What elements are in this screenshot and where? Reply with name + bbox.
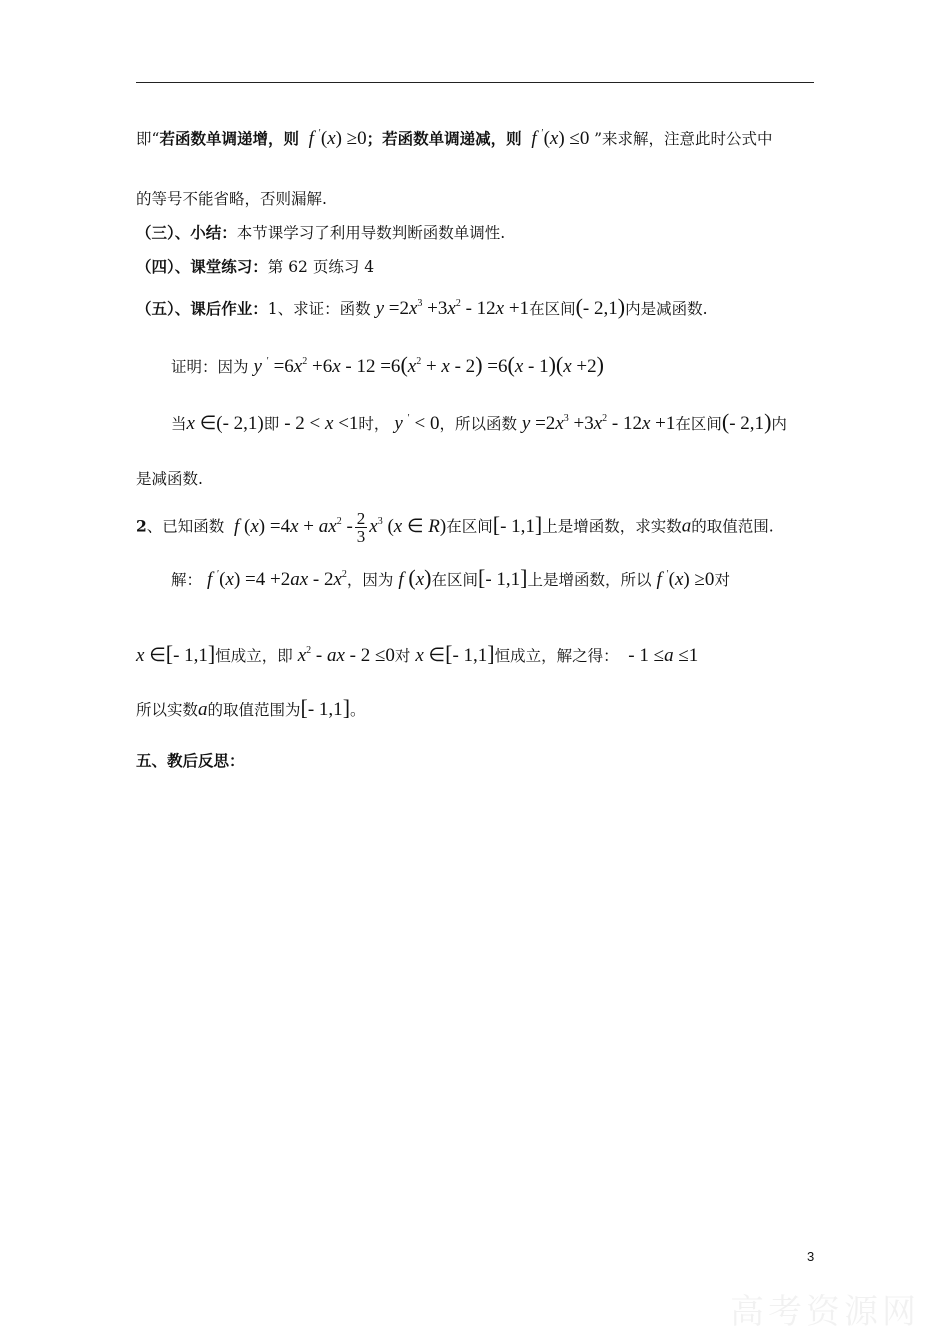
proof-conclusion-line [171, 411, 787, 435]
formula-x-in-closed-2: x ∈[- 1,1] [415, 641, 495, 666]
variable-a-2: a [198, 699, 208, 720]
question-2 [136, 510, 774, 545]
homework-text3: 内是减函数. [625, 300, 708, 318]
practice-text: 第 62 页练习 4 [267, 258, 375, 276]
formula-closed-interval: [- 1,1] [492, 511, 543, 537]
when-t3: 时， [358, 415, 390, 433]
header-rule [136, 82, 814, 83]
formula-fx: f $(x) =4x + ax^2$ - [234, 515, 353, 537]
proof-label: 证明：因为 [171, 358, 249, 376]
formula-closed-interval-2: [- 1,1] [478, 565, 528, 590]
watermark: 高考资源网 [730, 1292, 920, 1332]
homework-label: （五）、课后作业： [136, 299, 268, 318]
paragraph-note: 的等号不能省略，否则漏解. [136, 190, 327, 208]
condition-line [136, 643, 698, 667]
frac-denominator: 3 [356, 527, 366, 546]
bold-increasing: 若函数单调递增，则 [159, 129, 299, 148]
formula-x-in-closed: x ∈[- 1,1] [136, 641, 216, 666]
cond-t1: 恒成立，即 [215, 647, 293, 665]
q2-text2: 在区间 [446, 517, 493, 536]
formula-interval-2: (- 2,1) [721, 409, 772, 434]
formula-f: f (x) [398, 565, 432, 590]
formula-fx-tail: $x^3$ (x ∈ R) [369, 515, 447, 537]
when-t4: ，所以函数 [439, 415, 517, 433]
frac-numerator: 2 [356, 509, 366, 528]
bold-decreasing: ；若函数单调递减，则 [366, 129, 522, 148]
section-practice [136, 256, 374, 278]
formula-x-in-interval: x ∈(- 2,1) [186, 413, 264, 434]
summary-text: 本节课学习了利用导数判断函数单调性. [236, 224, 506, 242]
formula-fprime: f $'(x) =4 +2ax - 2x^2$ [206, 569, 347, 590]
formula-derivative-ge-zero: f ′(x) ≥0 [308, 128, 367, 149]
formula-closed-interval-3: [- 1,1] [300, 695, 351, 720]
range-t2: 的取值范围为 [207, 701, 301, 719]
sol-t4: 上是增函数，所以 [527, 571, 652, 589]
sol-t5: 对 [714, 571, 730, 589]
paragraph-rule-statement [136, 128, 773, 150]
when-t6: 内 [771, 415, 787, 433]
fraction-two-thirds [355, 510, 368, 545]
solution-line [171, 567, 730, 591]
formula-derivative-negative: y ′ < 0 [394, 413, 440, 434]
when-t1: 当 [171, 415, 187, 433]
section-summary [136, 222, 505, 244]
sol-t3: 在区间 [431, 571, 478, 589]
formula-quadratic-ineq: $x^2$ - ax - 2 ≤0 [297, 645, 395, 666]
text-tail: ”来求解，注意此时公式中 [594, 130, 773, 148]
when-t5: 在区间 [675, 415, 722, 433]
summary-label: （三）、小结： [136, 223, 237, 242]
section-homework [136, 296, 708, 320]
cond-t3: 恒成立，解之得： [494, 647, 619, 665]
formula-inequality: - 2 < x <1 [284, 413, 359, 434]
formula-derivative-le-zero: f ′(x) ≤0 [531, 128, 595, 149]
range-t3: 。 [350, 701, 366, 719]
proof-line [171, 354, 604, 378]
formula-cubic-function-2: $y =2x^3 +3x^2 - 12x +1$ [521, 413, 676, 434]
range-line [136, 697, 366, 721]
q2-text1: 、已知函数 [146, 517, 225, 536]
homework-text2: 在区间 [529, 300, 576, 318]
formula-fprime-ge-zero: f ′(x) ≥0 [656, 569, 715, 590]
range-t1: 所以实数 [136, 701, 199, 719]
question-number: 2 [136, 516, 147, 536]
when-t2: 即 [263, 415, 280, 433]
variable-a: a [681, 515, 692, 537]
section-reflection: 五、教后反思： [136, 751, 245, 770]
paragraph-conclusion: 是减函数. [136, 470, 203, 488]
q2-text4: 的取值范围. [691, 517, 774, 536]
sol-t1: 解： [171, 571, 203, 589]
formula-a-range: - 1 ≤a ≤1 [623, 645, 699, 666]
cond-t2: 对 [394, 647, 411, 665]
q2-text3: 上是增函数，求实数 [542, 517, 682, 536]
page-number: 3 [807, 1249, 815, 1264]
text-lead: 即“ [136, 130, 160, 148]
formula-interval: (- 2,1) [575, 294, 626, 319]
homework-text1: 1、求证：函数 [267, 300, 371, 318]
formula-cubic-function: $y =2x^3 +3x^2 - 12x +1$ [375, 298, 530, 319]
practice-label: （四）、课堂练习： [136, 257, 268, 276]
formula-proof-derivative: y $' =6x^2 +6x - 12 =6(x^2 + x - 2) =6(x - 1)(x +2)$ [253, 352, 604, 377]
sol-t2: ，因为 [346, 571, 394, 589]
